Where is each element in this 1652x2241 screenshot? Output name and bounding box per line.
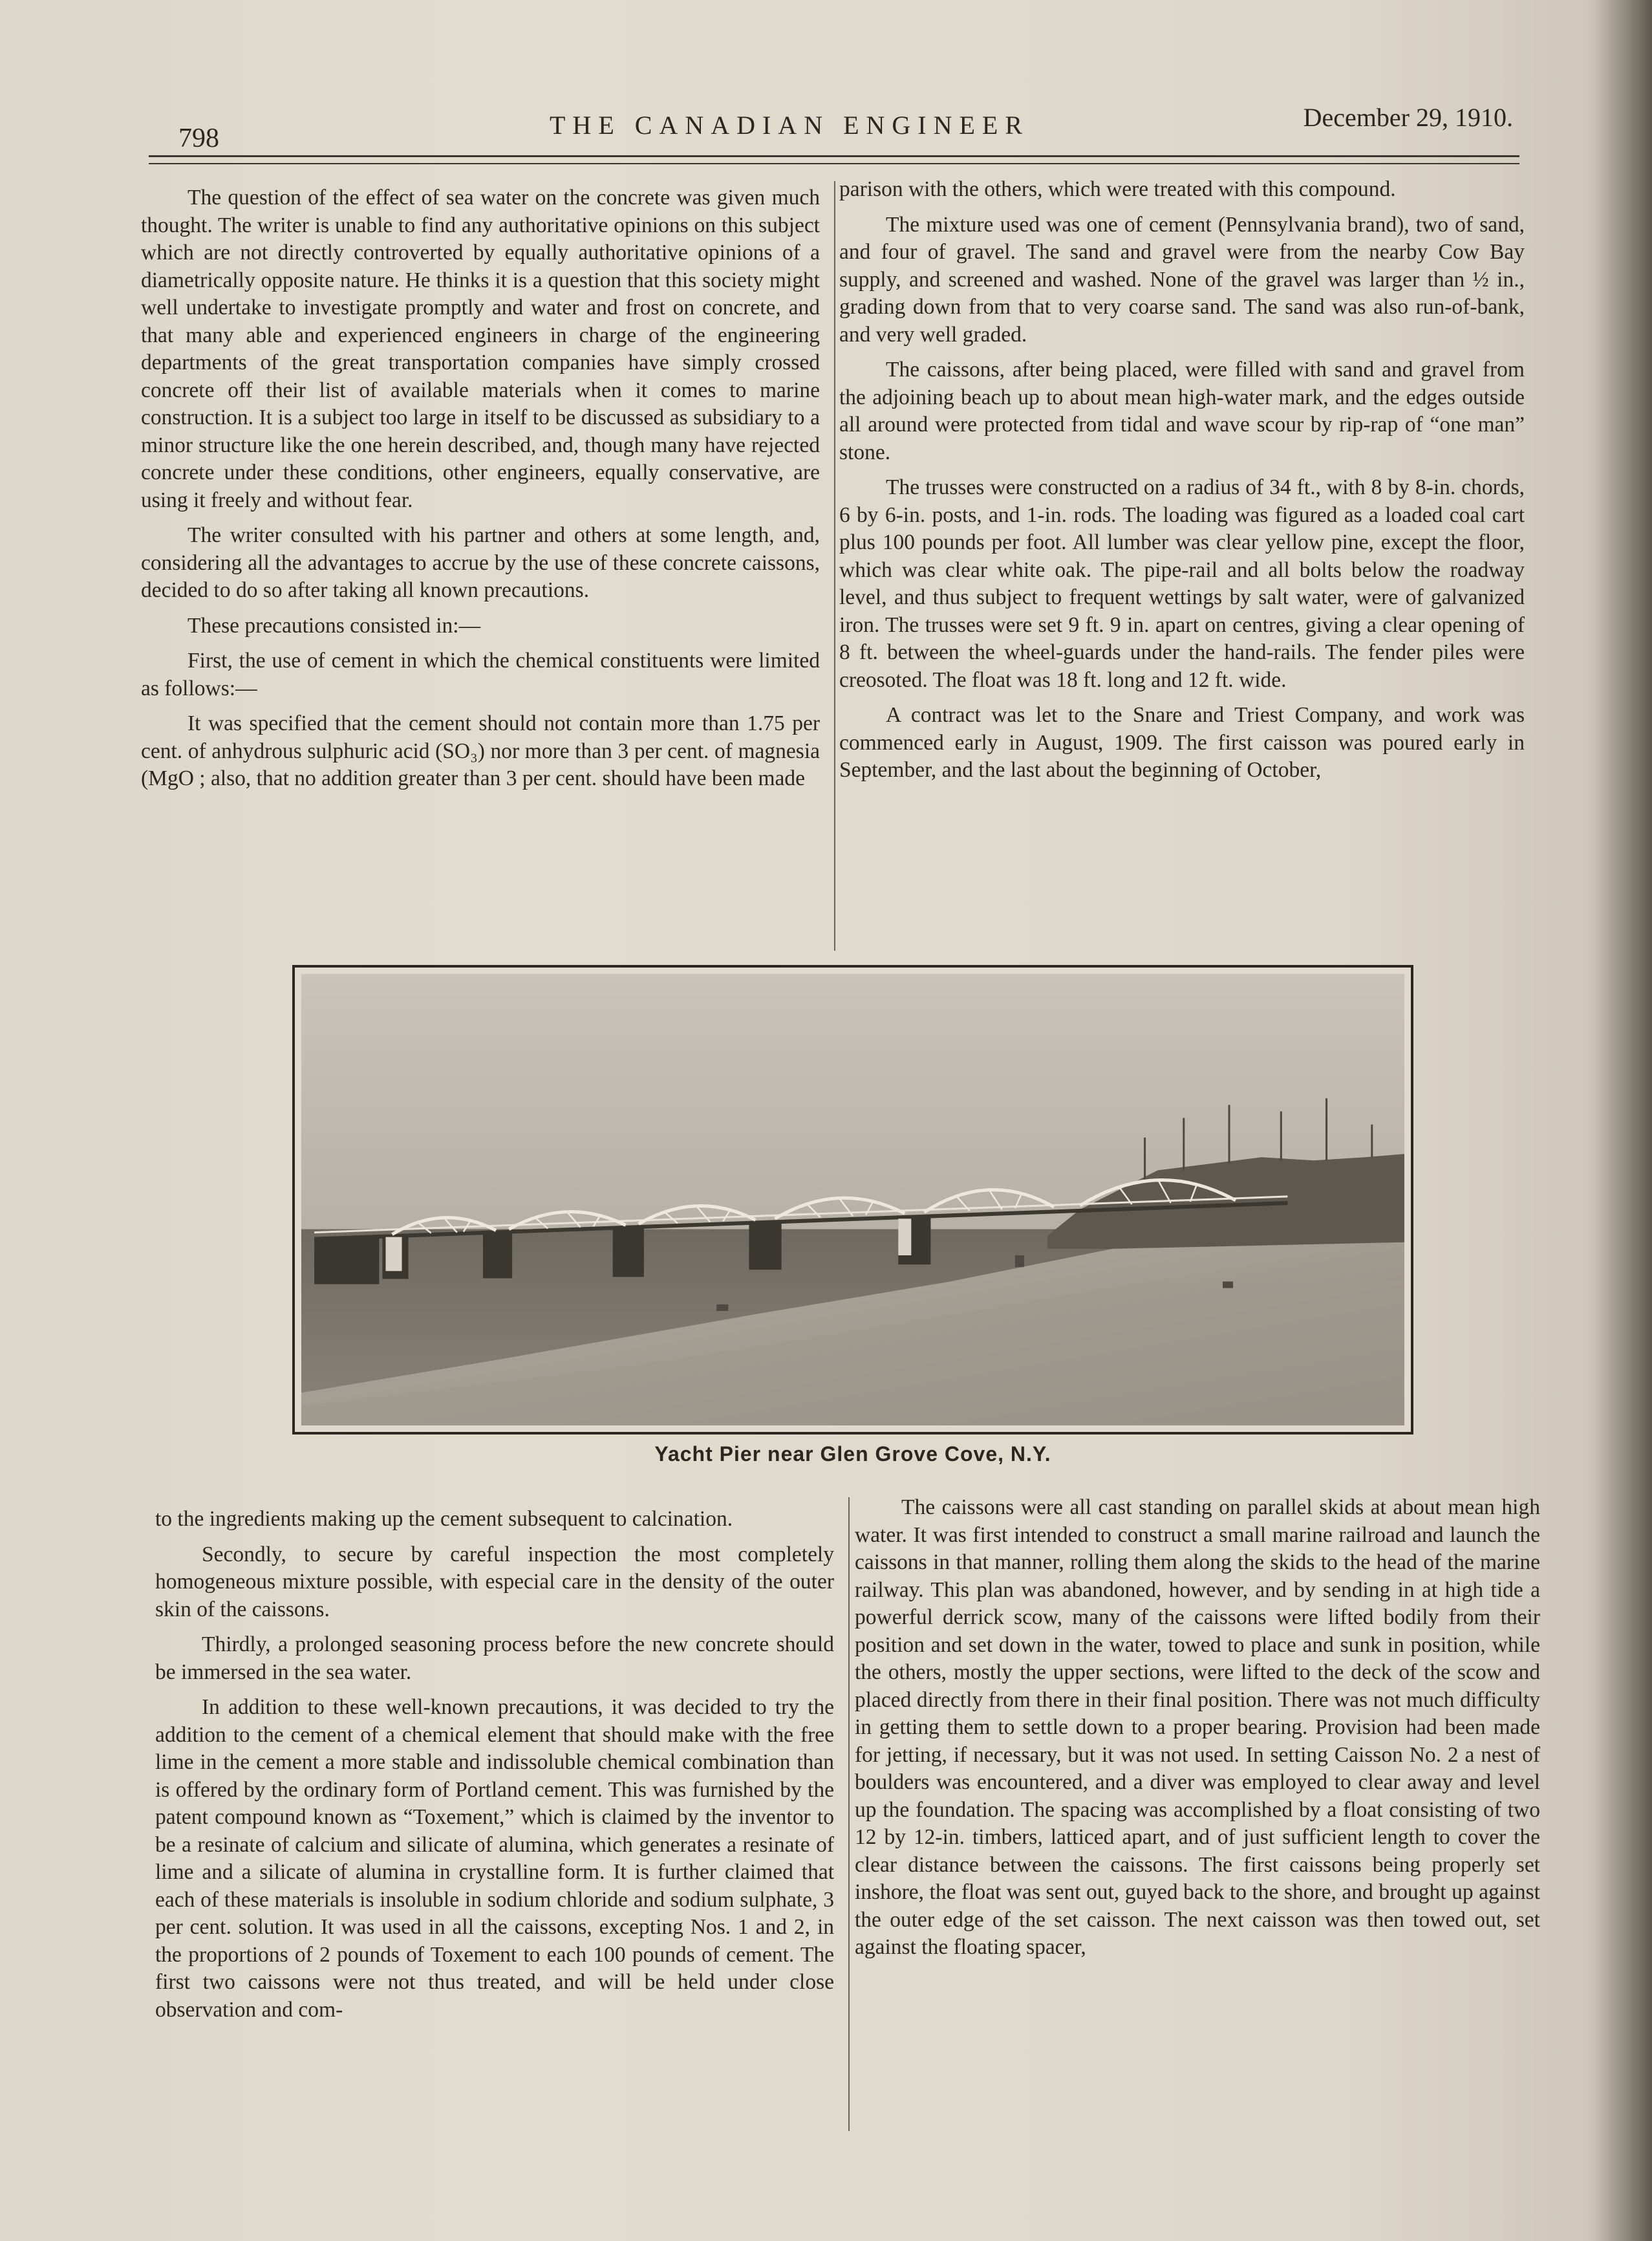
paragraph: The question of the effect of sea water on the concrete was given much thought. The writer is unable to find any authoritative opinions on this subject which are not directly controverted by equally authoritative opinions of a diametrically opposite nature. He thinks it is a question that this society might well undertake to investigate promptly and water and frost on concrete, and that many able and experienced engineers in charge of the engineering departments of the great transportation companies have simply crossed concrete off their list of available materials when it comes to marine construction. It is a subject too large in itself to be discussed as subsidiary to a minor structure like the one herein described, and, though many have rejected concrete under these conditions, other engineers, equally conservative, are using it freely and without fear. (141, 186, 820, 512)
paragraph: Secondly, to secure by careful inspection the most completely homogeneous mixture possible, with especial care in the density of the outer skin of the caissons. (155, 1542, 834, 1621)
page-number: 798 (178, 124, 219, 153)
journal-title: THE CANADIAN ENGINEER (550, 111, 1030, 140)
paragraph: parison with the others, which were treated with this compound. (839, 177, 1396, 201)
paragraph: A contract was let to the Snare and Triest Company, and work was commenced early in August, 1909. The first caisson was poured early in September, and the last about the beginning of October, (839, 703, 1525, 782)
paragraph: to the ingredients making up the cement subsequent to calcination. (155, 1507, 733, 1531)
paragraph: Thirdly, a prolonged seasoning process before the new concrete should be immersed in the sea water. (155, 1632, 834, 1684)
top-right-column (839, 176, 1525, 792)
paragraph: The writer consulted with his partner and others at some length, and, considering all the advantages to accrue by the use of these concrete caissons, decided to do so after taking all known precautions. (141, 523, 820, 602)
paragraph: It was specified that the cement should not contain more than 1.75 per cent. of anhydrous sulphuric acid (SO₃) nor more than 3 per cent. of magnesia (MgO ; also, that no addition greater than 3 per cent. should have been made (141, 711, 820, 790)
paragraph: The trusses were constructed on a radius of 34 ft., with 8 by 8-in. chords, 6 by 6-in. posts, and 1-in. rods. The loading was figured as a loaded coal cart plus 100 pounds per foot. All lumber was clear yellow pine, except the floor, which was clear white oak. The pipe-rail and all bolts below the roadway level, and thus subject to frequent wettings by salt water, were of galvanized iron. The trusses were set 9 ft. 9 in. apart on centres, giving a clear opening of 8 ft. between the wheel-guards under the hand-rails. The fender piles were creosoted. The float was 18 ft. long and 12 ft. wide. (839, 475, 1525, 692)
pier-photo-illustration (301, 974, 1404, 1425)
paragraph: The mixture used was one of cement (Pennsylvania brand), two of sand, and four of gravel. The sand and gravel were from the nearby Cow Bay supply, and screened and washed. None of the gravel was larger than ½ in., grading down from that to very coarse sand. The sand was also run-of-bank, and very well graded. (839, 212, 1525, 347)
issue-date: December 29, 1910. (1303, 103, 1513, 132)
bottom-left-column (155, 1506, 834, 2031)
paragraph: In addition to these well-known precautions, it was decided to try the addition to the cement of a chemical element that should make with the free lime in the cement a more stable and indissoluble chemical combination than is offered by the ordinary form of Portland cement. This was furnished by the patent compound known as “Toxement,” which is claimed by the inventor to be a resinate of calcium and silicate of alumina, which generates a resinate of lime and a silicate of alumina in crystalline form. It is further claimed that each of these materials is insoluble in sodium chloride and sodium sulphate, 3 per cent. solution. It was used in all the caissons, excepting Nos. 1 and 2, in the proportions of 2 pounds of Toxement to each 100 pounds of cement. The first two caissons were not thus treated, and will be held under close observation and com- (155, 1695, 834, 2022)
bottom-right-column (855, 1494, 1540, 1969)
column-divider (848, 1497, 850, 2131)
header-rule-thin (149, 163, 1519, 164)
running-header (175, 97, 1519, 162)
column-divider (834, 181, 835, 951)
header-rule (149, 155, 1519, 157)
photo-frame (292, 965, 1413, 1434)
paragraph: The caissons were all cast standing on parallel skids at about mean high water. It was first intended to construct a small marine railroad and launch the caissons in that manner, rolling them along the skids to the head of the marine railway. This plan was abandoned, however, and by sending in at high tide a powerful derrick scow, many of the caissons were lifted bodily from their position and set down in the water, towed to place and sunk in position, while the others, mostly the upper sections, were lifted to the deck of the scow and placed directly from there in their final position. There was not much difficulty in getting them to settle down to a proper bearing. Provision had been made for jetting, if necessary, but it was not used. In setting Caisson No. 2 a nest of boulders was encountered, and a diver was employed to clear away and level up the foundation. The spacing was accomplished by a float consisting of two 12 by 12-in. timbers, latticed apart, and of just sufficient length to cover the clear distance between the caissons. The first caissons being properly set inshore, the float was sent out, guyed back to the shore, and brought up against the outer edge of the set caisson. The next caisson was then towed out, set against the floating spacer, (855, 1495, 1540, 1959)
paragraph: These precautions consisted in:— (188, 613, 481, 638)
pier-photograph (301, 974, 1404, 1425)
paragraph: The caissons, after being placed, were filled with sand and gravel from the adjoining beach up to about mean high-water mark, and the edges outside all around were protected from tidal and wave scour by rip-rap of “one man” stone. (839, 358, 1525, 464)
figure-caption: Yacht Pier near Glen Grove Cove, N.Y. (654, 1442, 1051, 1466)
binding-shadow (1594, 0, 1652, 2241)
paragraph: First, the use of cement in which the chemical constituents were limited as follows:— (141, 649, 820, 700)
top-left-column (141, 184, 820, 801)
